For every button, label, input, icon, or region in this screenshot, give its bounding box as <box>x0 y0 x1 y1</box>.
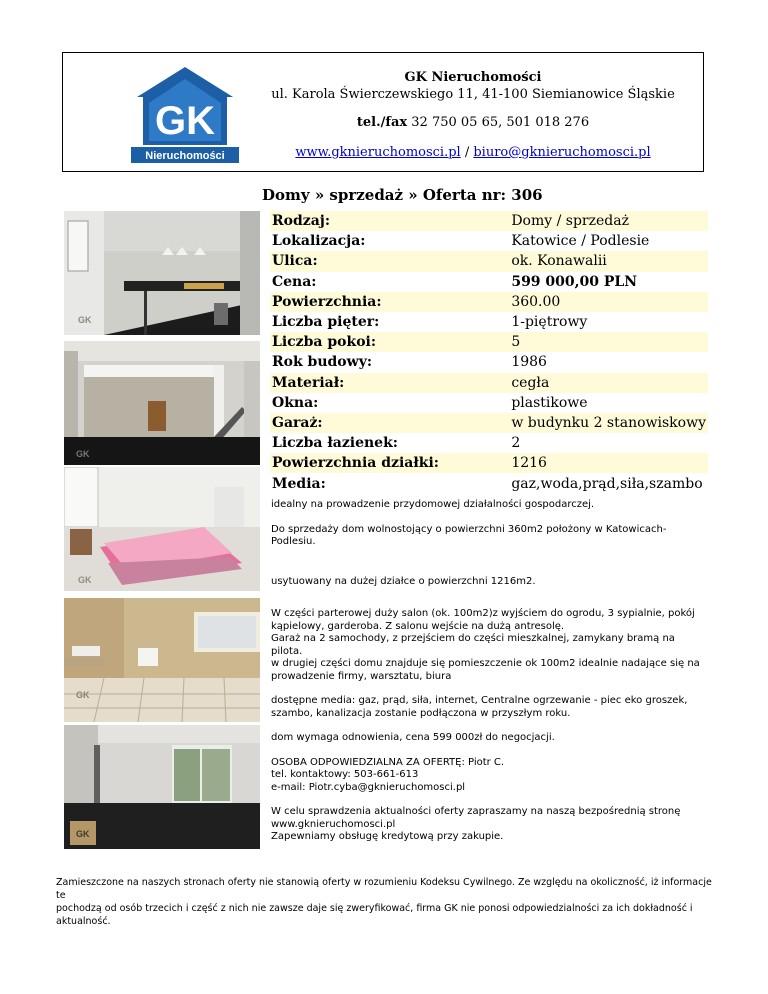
description-line: W części parterowej duży salon (ok. 100m2)z wyjściem do ogrodu, 3 sypialnie, pokój <box>271 608 695 619</box>
description-line: Garaż na 2 samochody, z przejściem do części mieszkalnej, zamykany bramą na pilota. <box>271 633 675 657</box>
logo-text: GK <box>155 99 215 143</box>
table-row <box>270 211 708 231</box>
description-media <box>271 695 701 720</box>
description-line: www.gknieruchomosci.pl <box>271 818 396 830</box>
table-row <box>270 251 708 271</box>
disclaimer-line: Zamieszczone na naszych stronach oferty nie stanowią oferty w rozumieniu Kodeksu Cywilnego. Ze względu na okoliczność, iż informacje te <box>56 877 712 901</box>
header-box <box>62 52 704 172</box>
property-value: 1986 <box>511 354 547 371</box>
description-line: Zapewniamy obsługę kredytową przy zakupie. <box>271 831 504 842</box>
breadcrumb: Domy » sprzedaż » Oferta nr: 306 <box>262 186 543 204</box>
property-details-table <box>270 211 708 494</box>
contact-info <box>271 757 701 795</box>
property-value: Katowice / Podlesie <box>511 233 650 250</box>
property-label: Rodzaj: <box>270 211 509 231</box>
property-photo-mezzanine <box>64 341 260 465</box>
table-row <box>270 453 708 473</box>
table-row <box>270 352 708 372</box>
description-line: kąpielowy, garderoba. Z salonu wejście na dużą antresolę. <box>271 620 565 632</box>
property-photo-bedroom <box>64 467 260 591</box>
link-separator: / <box>460 145 474 160</box>
tel-label: tel./fax <box>356 115 408 130</box>
contact-person: OSOBA ODPOWIEDZIALNA ZA OFERTĘ: Piotr C. <box>271 756 505 768</box>
property-label: Powierzchnia działki: <box>270 453 509 473</box>
property-label: Powierzchnia: <box>270 292 509 312</box>
photo-watermark-4: GK <box>76 690 90 700</box>
property-value: plastikowe <box>511 394 588 411</box>
property-label: Ulica: <box>270 251 509 271</box>
description-line: W celu sprawdzenia aktualności oferty zapraszamy na naszą bezpośrednią stronę <box>271 806 681 817</box>
logo-subtext: Nieruchomości <box>145 150 225 162</box>
table-row <box>270 473 708 493</box>
description-paragraph: idealny na prowadzenie przydomowej działalności gospodarczej. <box>271 499 595 510</box>
company-name: GK Nieruchomości <box>404 70 542 85</box>
property-label: Okna: <box>272 394 319 411</box>
table-row <box>270 393 708 413</box>
photo-watermark-5: GK <box>76 829 90 839</box>
email-link[interactable]: biuro@gknieruchomosci.pl <box>473 145 651 160</box>
table-row <box>270 312 708 332</box>
property-value: 2 <box>511 435 521 452</box>
table-row <box>270 332 708 352</box>
contact-email: e-mail: Piotr.cyba@gknieruchomosci.pl <box>271 781 466 793</box>
photo-watermark: GK <box>78 315 92 325</box>
photo-watermark-2: GK <box>76 449 90 459</box>
property-value: 1-piętrowy <box>511 314 588 331</box>
property-value: gaz,woda,prąd,siła,szambo <box>511 475 703 492</box>
property-value: cegła <box>509 373 708 393</box>
company-phone <box>253 114 693 131</box>
property-label: Lokalizacja: <box>272 233 366 250</box>
description-paragraph: Do sprzedaży dom wolnostojący o powierzchni 360m2 położony w Katowicach-Podlesiu. <box>271 523 667 547</box>
company-logo <box>131 63 239 163</box>
table-row <box>270 373 708 393</box>
property-label: Garaż: <box>270 413 509 433</box>
company-info <box>253 69 693 161</box>
table-row <box>270 292 708 312</box>
table-row <box>270 433 708 453</box>
company-links <box>253 144 693 161</box>
legal-disclaimer <box>56 876 716 928</box>
property-value: 5 <box>509 332 708 352</box>
property-value: 360.00 <box>509 292 708 312</box>
property-value: ok. Konawalii <box>509 251 708 271</box>
property-value: Domy / sprzedaż <box>509 211 708 231</box>
description-line: w drugiej części domu znajduje się pomieszczenie ok 100m2 idealnie nadające się na <box>271 658 700 669</box>
company-address: ul. Karola Świerczewskiego 11, 41-100 Siemianowice Śląskie <box>271 87 675 102</box>
price-value: 599 000,00 PLN <box>511 273 638 290</box>
contact-phone: tel. kontaktowy: 503-661-613 <box>271 769 419 780</box>
property-photo-kitchen <box>64 211 260 335</box>
closing-note <box>271 806 701 844</box>
property-label: Materiał: <box>270 373 509 393</box>
property-label: Liczba łazienek: <box>272 435 398 452</box>
property-label: Rok budowy: <box>272 354 372 371</box>
table-row <box>270 413 708 433</box>
property-label: Cena: <box>272 273 317 290</box>
disclaimer-line: pochodzą od osób trzecich i część z nich nie zawsze daje się zweryfikować, firma GK nie ponosi odpowiedzialności za ich dokładność i aktualność. <box>56 903 693 927</box>
property-label: Liczba pokoi: <box>270 332 509 352</box>
property-label: Media: <box>272 475 326 492</box>
table-row <box>270 272 708 292</box>
table-row <box>270 231 708 251</box>
property-photo-bathroom <box>64 598 260 722</box>
description-line: szambo, kanalizacja zostanie podłączona w przyszłym roku. <box>271 707 571 719</box>
property-photo-living-room <box>64 725 260 849</box>
description-line: dostępne media: gaz, prąd, siła, internet, Centralne ogrzewanie - piec eko groszek, <box>271 695 688 706</box>
description-paragraph: dom wymaga odnowienia, cena 599 000zł do negocjacji. <box>271 732 555 743</box>
property-label: Liczba pięter: <box>272 314 380 331</box>
description-paragraph: usytuowany na dużej działce o powierzchni 1216m2. <box>271 575 536 587</box>
description-line: prowadzenie firmy, warsztatu, biura <box>271 670 452 682</box>
website-link[interactable]: www.gknieruchomosci.pl <box>295 145 461 160</box>
property-value: 1216 <box>509 453 708 473</box>
property-value: w budynku 2 stanowiskowy <box>509 413 708 433</box>
tel-numbers: 32 750 05 65, 501 018 276 <box>407 115 590 130</box>
description-rooms <box>271 608 701 683</box>
offer-description <box>271 499 701 844</box>
photo-watermark-3: GK <box>78 575 92 585</box>
